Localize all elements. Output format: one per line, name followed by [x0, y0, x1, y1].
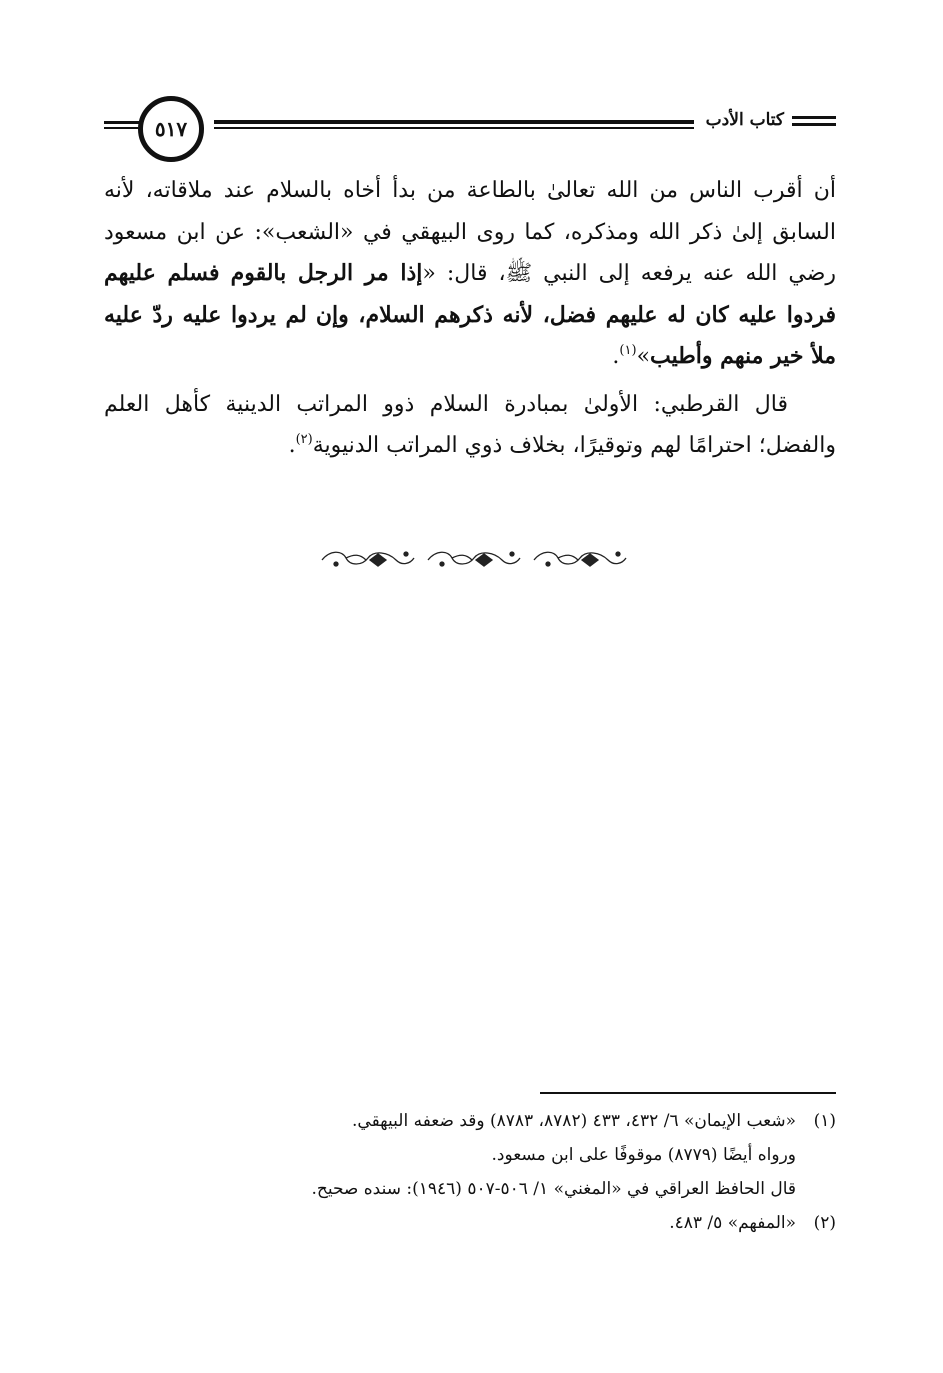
text-line: لأنه السابق إلىٰ ذكر الله ومذكره، كما روى البيهقي في «الشعب»: عن	[104, 178, 836, 245]
paragraph-1	[104, 170, 836, 378]
footnote-1	[150, 1104, 836, 1138]
hadith-text: فسلم عليهم فردوا عليه كان له عليهم فضل، لأنه ذكرهم السلام، وإن	[104, 260, 836, 328]
header-rule	[214, 120, 694, 124]
footnote-1-continued: ورواه أيضًا (٨٧٧٩) موقوفًا على ابن مسعود.	[491, 1145, 796, 1165]
header-dash	[792, 123, 836, 126]
hadith-text: إذا مر الرجل بالقوم	[230, 260, 423, 286]
text-line: قال القرطبي: الأولىٰ بمبادرة السلام ذوو المراتب الدينية كأهل العلم والفضل؛ احترامًا لهم وتوقيرًا، بخلاف ذوي المراتب الدنيوية	[104, 391, 836, 458]
chapter-title: كتاب الأدب	[705, 110, 784, 130]
page-number-badge	[138, 96, 204, 162]
section-ornament-icon	[316, 544, 628, 574]
page-number: ٥١٧	[154, 117, 188, 141]
header-dash	[792, 116, 836, 119]
text-line: أن أقرب الناس من الله تعالىٰ بالطاعة من بدأ أخاه بالسلام عند ملاقاته،	[145, 178, 837, 203]
header-dash	[104, 121, 142, 124]
main-text	[104, 170, 836, 467]
paragraph-2	[104, 384, 836, 467]
text-line: ابن مسعود رضي الله عنه يرفعه إلى النبي ﷺ، قال: «	[104, 219, 837, 286]
sentence-end: .	[288, 433, 296, 458]
footnote-2	[150, 1206, 836, 1240]
quote-close: »	[636, 344, 651, 369]
page-header	[104, 96, 836, 168]
footnote-ref-2: (٢)	[295, 432, 313, 447]
footnote-text: «شعب الإيمان» ٦/ ٤٣٢، ٤٣٣ (٨٧٨٢، ٨٧٨٣) وقد ضعفه البيهقي.	[352, 1111, 796, 1131]
header-dash	[104, 127, 138, 129]
footnote-number: (١)	[813, 1111, 836, 1131]
footnote-ref-1: (١)	[619, 343, 637, 358]
footnotes	[150, 1104, 836, 1240]
header-rule	[214, 127, 694, 129]
sentence-end: .	[612, 344, 620, 369]
hadith-text: لم يردوا عليه ردّ عليه ملأ خير منهم وأطيب	[104, 301, 836, 369]
footnote-text: «المفهم» ٥/ ٤٨٣.	[669, 1213, 796, 1233]
footnote-1-continued: قال الحافظ العراقي في «المغني» ١/ ٥٠٦-٥٠٧ (١٩٤٦): سنده صحيح.	[311, 1179, 796, 1199]
footnote-separator	[540, 1092, 836, 1094]
footnote-number: (٢)	[813, 1213, 836, 1233]
